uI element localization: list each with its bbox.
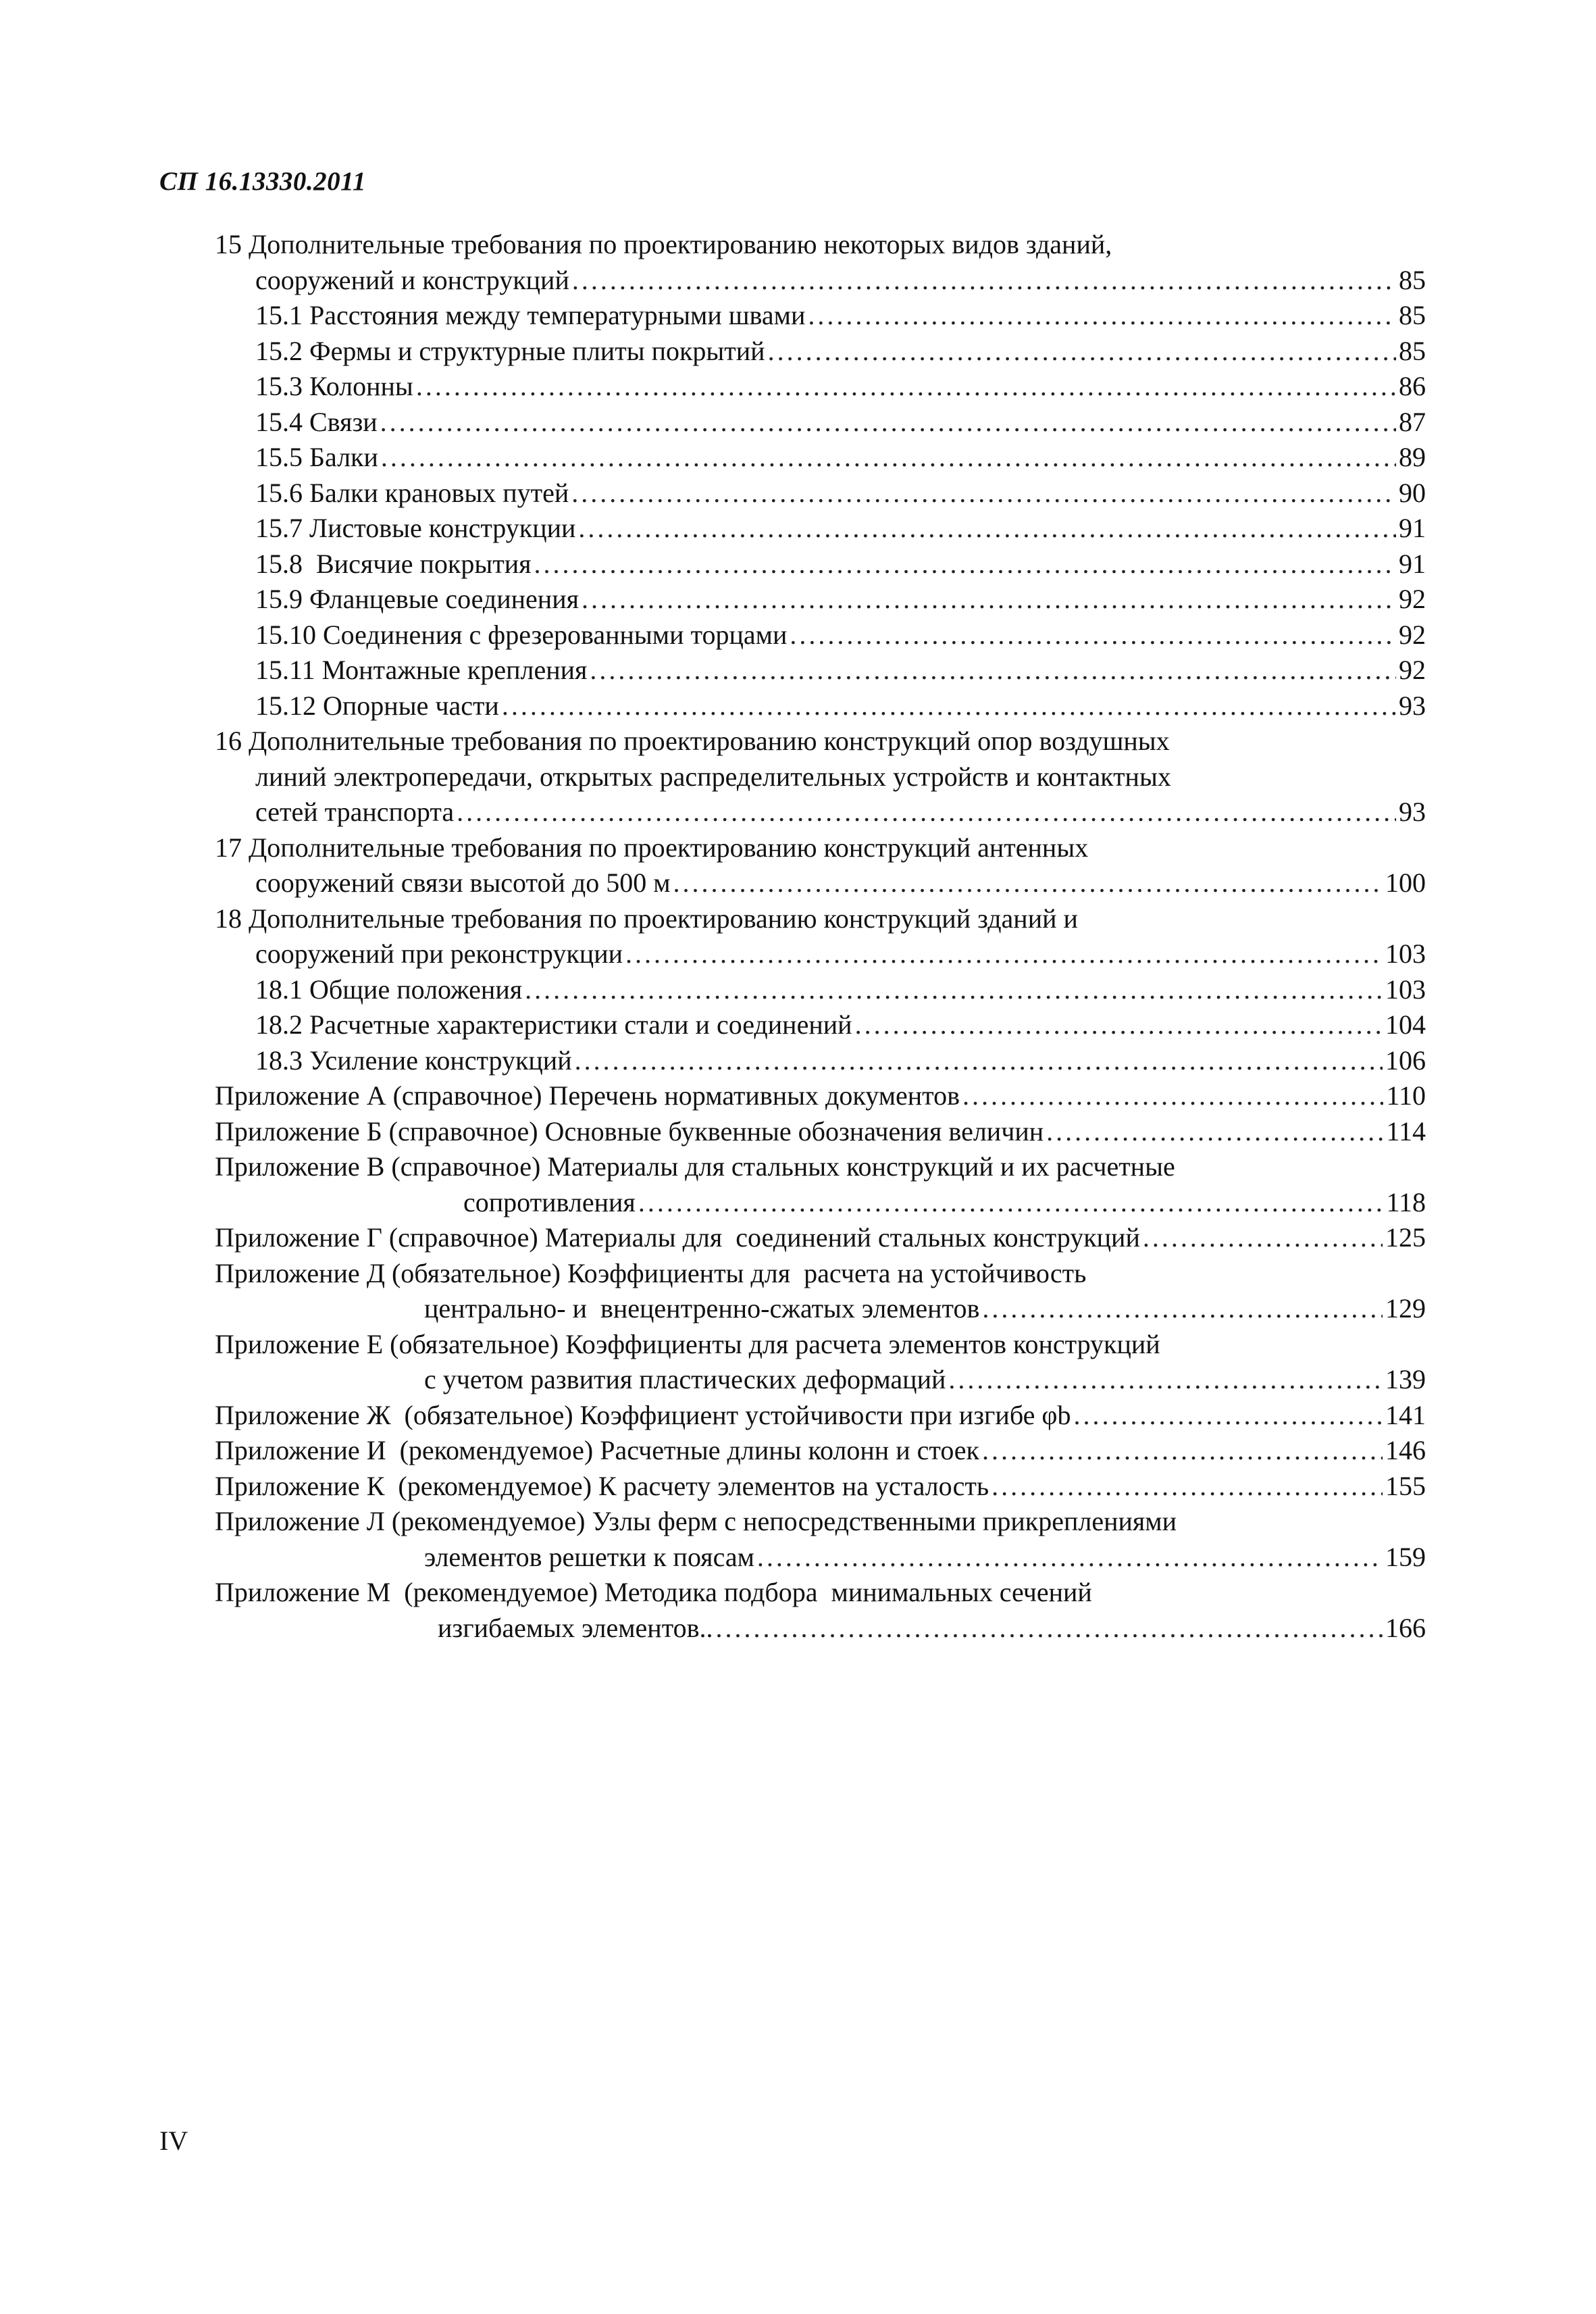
toc-page-number: 93 [1399,690,1426,721]
leader-dots [571,476,1396,511]
toc-page-number: 129 [1385,1293,1426,1324]
toc-entry-text: Приложение Г (справочное) Материалы для соединений стальных конструкций [215,1222,1140,1253]
toc-entry-17[interactable] [0,865,1596,901]
leader-dots [575,1043,1383,1079]
toc-page-number: 141 [1385,1399,1426,1430]
toc-page-number: 85 [1399,300,1426,330]
toc-page-number: 159 [1385,1541,1426,1572]
toc-page-number: 85 [1399,264,1426,295]
toc-page-number: 87 [1399,406,1426,437]
toc-page-number: 92 [1399,584,1426,614]
toc-entry-text: Приложение Е (обязательное) Коэффициенты для расчета элементов конструкций [215,1328,1160,1359]
leader-dots [673,865,1383,901]
toc-entry-15-6[interactable] [0,476,1596,511]
toc-entry-text: 18.1 Общие положения [255,974,523,1005]
toc-entry-15-12[interactable] [0,688,1596,724]
toc-page-number: 86 [1399,371,1426,401]
toc-page-number: 103 [1385,938,1426,969]
toc-entry-text: сооружений при реконструкции [255,938,623,969]
leader-dots [790,618,1396,653]
toc-page-number: 92 [1399,619,1426,650]
toc-entry-text: Приложение Ж (обязательное) Коэффициент устойчивости при изгибе φb [215,1399,1071,1430]
document-code-header: СП 16.13330.2011 [159,167,366,196]
toc-entry-text: сооружений и конструкций [255,264,569,295]
toc-entry-text: Приложение Б (справочное) Основные буквенные обозначения величин [215,1115,1044,1147]
toc-appendix-d[interactable] [0,1291,1596,1327]
toc-entry-15-8[interactable] [0,547,1596,582]
toc-entry-15-4[interactable] [0,405,1596,441]
toc-entry-15-3[interactable] [0,369,1596,405]
toc-page-number: 104 [1385,1009,1426,1040]
toc-entry-text: центрально- и внецентренно-сжатых элементов [424,1293,980,1324]
toc-entry-15-2[interactable] [0,334,1596,370]
toc-appendix-v-line1 [0,1149,1596,1185]
toc-entry-text: 15.1 Расстояния между температурными швами [255,300,806,330]
leader-dots [982,1291,1383,1327]
toc-entry-15-7[interactable] [0,511,1596,547]
leader-dots [948,1362,1383,1398]
toc-entry-15-11[interactable] [0,653,1596,688]
toc-entry-18-2[interactable] [0,1007,1596,1043]
toc-entry-text: элементов решетки к поясам [424,1541,754,1572]
toc-entry-text: 15.5 Балки [255,442,378,472]
leader-dots [578,511,1396,547]
toc-page-number: 103 [1385,974,1426,1005]
toc-entry-text: Приложение М (рекомендуемое) Методика подбора минимальных сечений [215,1577,1092,1607]
toc-page-number: 91 [1399,548,1426,579]
toc-page-number: 93 [1399,797,1426,827]
toc-entry-text: Приложение Д (обязательное) Коэффициенты для расчета на устойчивость [215,1257,1087,1288]
leader-dots [534,547,1396,582]
page-number: IV [159,2126,188,2156]
toc-entry-15-10[interactable] [0,618,1596,653]
toc-appendix-b[interactable] [0,1114,1596,1150]
toc-entry-text: Приложение А (справочное) Перечень нормативных документов [215,1080,960,1111]
toc-entry-text: 15.2 Фермы и структурные плиты покрытий [255,335,765,366]
toc-entry-text: 17 Дополнительные требования по проектированию конструкций антенных [215,832,1089,863]
leader-dots [1143,1220,1383,1256]
toc-page-number: 166 [1385,1612,1426,1643]
toc-entry-text: Приложение В (справочное) Материалы для стальных конструкций и их расчетные [215,1151,1175,1182]
toc-entry-15-1[interactable] [0,298,1596,334]
toc-entry-text: 15.8 Висячие покрытия [255,548,532,579]
leader-dots [768,334,1396,370]
toc-appendix-k[interactable] [0,1469,1596,1505]
toc-entry-text: 18 Дополнительные требования по проектированию конструкций зданий и [215,903,1078,934]
toc-appendix-g[interactable] [0,1220,1596,1256]
leader-dots [757,1540,1383,1576]
toc-appendix-m-line1 [0,1575,1596,1611]
leader-dots [381,440,1396,476]
toc-page-number: 118 [1386,1186,1426,1217]
toc-entry-text: сетей транспорта [255,797,455,827]
toc-entry-text: 18.2 Расчетные характеристики стали и соединений [255,1009,852,1040]
toc-page-number: 91 [1399,513,1426,543]
toc-appendix-a[interactable] [0,1078,1596,1114]
toc-entry-15[interactable] [0,263,1596,299]
toc-entry-text: Приложение К (рекомендуемое) К расчету элементов на усталость [215,1470,989,1501]
leader-dots [416,369,1396,405]
toc-entry-text: 15.12 Опорные части [255,690,499,721]
leader-dots [855,1007,1383,1043]
toc-entry-15-5[interactable] [0,440,1596,476]
toc-entry-text: с учетом развития пластических деформаций [424,1364,946,1394]
toc-page-number: 106 [1385,1045,1426,1076]
toc-page-number: 92 [1399,655,1426,685]
toc-appendix-i[interactable] [0,1433,1596,1469]
toc-appendix-m[interactable] [0,1611,1596,1646]
leader-dots [638,1185,1384,1221]
leader-dots [962,1078,1383,1114]
toc-entry-18-line1 [0,901,1596,937]
toc-entry-text: 15.11 Монтажные крепления [255,655,588,685]
toc-entry-17-line1 [0,830,1596,866]
toc-entry-text: сооружений связи высотой до 500 м [255,867,671,898]
leader-dots [992,1469,1383,1505]
toc-entry-16[interactable] [0,795,1596,830]
toc-entry-text: 15.6 Балки крановых путей [255,477,569,508]
toc-entry-text: линий электропередачи, открытых распределительных устройств и контактных [255,761,1171,792]
toc-page-number: 146 [1385,1435,1426,1465]
leader-dots [590,653,1396,688]
leader-dots [457,795,1396,830]
toc-appendix-l[interactable] [0,1540,1596,1576]
toc-entry-text: изгибаемых элементов.. [438,1612,713,1643]
toc-page-number: 155 [1385,1470,1426,1501]
toc-entry-text: 15.4 Связи [255,406,378,437]
toc-entry-15-9[interactable] [0,582,1596,618]
leader-dots [380,405,1396,441]
toc-entry-15-line1 [0,227,1596,263]
leader-dots [625,936,1383,972]
toc-page-number: 125 [1385,1222,1426,1253]
toc-page-number: 100 [1385,867,1426,898]
toc-entry-16-line1 [0,724,1596,759]
toc-appendix-v[interactable] [0,1185,1596,1221]
toc-entry-text: Приложение Л (рекомендуемое) Узлы ферм с непосредственными прикреплениями [215,1506,1177,1536]
toc-entry-text: 18.3 Усиление конструкций [255,1045,572,1076]
toc-page-number: 90 [1399,477,1426,508]
toc-entry-18-1[interactable] [0,972,1596,1008]
toc-page-number: 85 [1399,335,1426,366]
toc-entry-text: 15.7 Листовые конструкции [255,513,576,543]
toc-appendix-zh[interactable] [0,1398,1596,1434]
toc-entry-text: сопротивления [463,1186,636,1217]
leader-dots [582,582,1396,618]
leader-dots [572,263,1396,299]
toc-entry-text: 15.9 Фланцевые соединения [255,584,580,614]
toc-entry-text: 15.10 Соединения с фрезерованными торцами [255,619,788,650]
toc-page-number: 110 [1386,1080,1426,1111]
toc-appendix-e[interactable] [0,1362,1596,1398]
toc-entry-18-3[interactable] [0,1043,1596,1079]
toc-appendix-l-line1 [0,1504,1596,1540]
leader-dots [525,972,1383,1008]
toc-page-number: 139 [1385,1364,1426,1394]
toc-entry-18[interactable] [0,936,1596,972]
toc-entry-16-line2 [0,759,1596,795]
leader-dots [502,688,1396,724]
toc-entry-text: 15 Дополнительные требования по проектированию некоторых видов зданий, [215,229,1112,259]
toc-page-number: 89 [1399,442,1426,472]
toc-page-number: 114 [1386,1115,1426,1147]
toc-entry-text: Приложение И (рекомендуемое) Расчетные длины колонн и стоек [215,1435,979,1465]
toc-entry-text: 15.3 Колонны [255,371,413,401]
leader-dots [1046,1114,1383,1150]
leader-dots [808,298,1396,334]
leader-dots [982,1433,1383,1469]
leader-dots [716,1611,1383,1646]
table-of-contents [0,227,1596,1646]
toc-entry-text: 16 Дополнительные требования по проектированию конструкций опор воздушных [215,726,1170,756]
toc-appendix-e-line1 [0,1327,1596,1363]
leader-dots [1073,1398,1383,1434]
toc-appendix-d-line1 [0,1256,1596,1292]
